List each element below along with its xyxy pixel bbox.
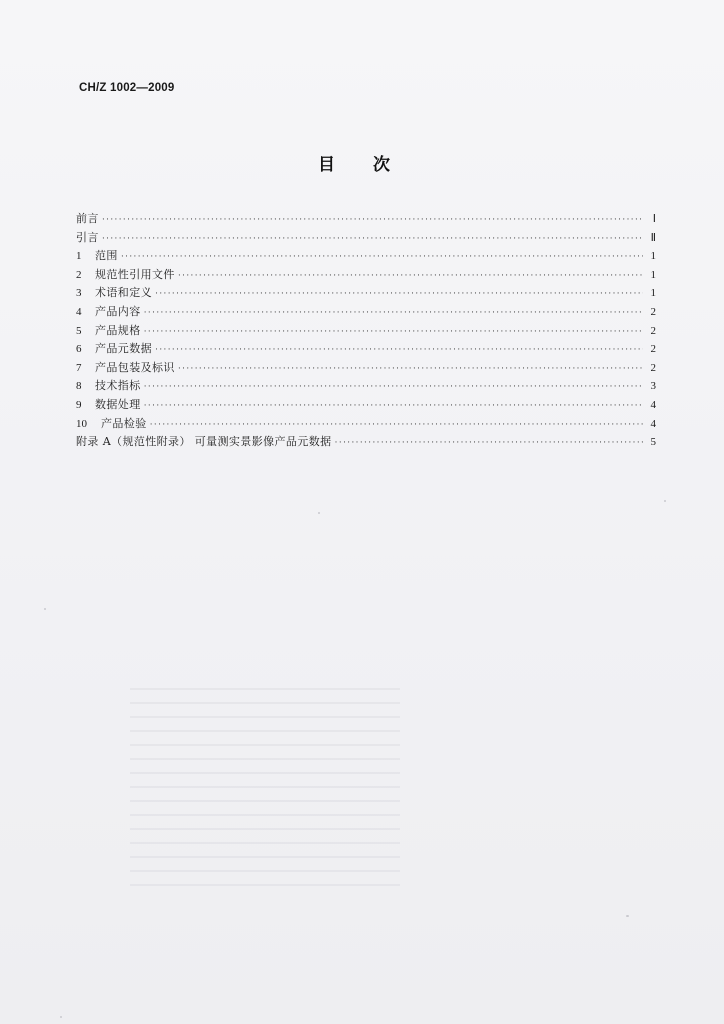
toc-leader-dots (178, 359, 643, 378)
toc-entry[interactable] (76, 284, 656, 303)
toc-entry[interactable] (76, 210, 656, 229)
toc-entry-number: 8 (76, 380, 82, 393)
toc-entry-label: 术语和定义 (95, 286, 152, 300)
toc-entry-number: 4 (76, 305, 82, 318)
toc-leader-dots (144, 322, 643, 341)
toc-entry-page: 2 (650, 324, 656, 337)
toc-leader-dots (121, 247, 643, 266)
toc-title: 目 次 (318, 155, 406, 175)
toc-entry[interactable] (76, 229, 656, 248)
toc-entry[interactable] (76, 359, 656, 378)
toc-entry-page: 1 (650, 268, 656, 281)
standard-code: CH/Z 1002—2009 (79, 82, 175, 94)
toc-entry-page: 2 (650, 343, 656, 356)
toc-entry-page: Ⅱ (650, 231, 656, 244)
toc-entry-number: 7 (76, 361, 82, 374)
toc-entry[interactable] (76, 396, 656, 415)
toc-entry-page: 2 (650, 305, 656, 318)
toc-entry-number: 3 (76, 287, 82, 300)
toc-entry-page: 3 (650, 380, 656, 393)
toc-entry-page: 4 (650, 417, 656, 430)
toc-leader-dots (144, 396, 643, 415)
toc-entry-label: 规范性引用文件 (95, 267, 175, 281)
toc-leader-dots (335, 433, 643, 452)
toc-entry[interactable] (76, 377, 656, 396)
toc-leader-dots (155, 284, 643, 303)
toc-entry[interactable] (76, 433, 656, 452)
toc-entry-page: Ⅰ (652, 213, 656, 225)
toc-entry[interactable] (76, 415, 656, 434)
toc-entry-label: 引言 (76, 230, 99, 244)
toc-entry-page: 4 (650, 398, 656, 411)
toc-entry-label: 数据处理 (95, 397, 141, 411)
toc-entry-number: 5 (76, 324, 82, 337)
toc-entry-label: 产品检验 (101, 416, 147, 430)
toc-entry-number: 9 (76, 398, 82, 411)
toc-entry-label: 产品包装及标识 (95, 360, 175, 374)
toc-leader-dots (150, 415, 643, 434)
toc-entry[interactable] (76, 266, 656, 285)
toc-entry[interactable] (76, 340, 656, 359)
toc-entry[interactable] (76, 303, 656, 322)
toc-entry[interactable] (76, 247, 656, 266)
toc-entry-label: 产品内容 (95, 304, 141, 318)
toc-entry-number: 2 (76, 268, 82, 281)
toc-leader-dots (102, 210, 643, 229)
toc-leader-dots (155, 340, 643, 359)
toc-leader-dots (144, 303, 643, 322)
toc-entry-page: 5 (650, 436, 656, 449)
toc-leader-dots (144, 377, 643, 396)
toc-entry-page: 2 (650, 361, 656, 374)
toc-entry-number: 6 (76, 343, 82, 356)
toc-entry-label: 前言 (76, 212, 99, 225)
toc-entry[interactable] (76, 322, 656, 341)
toc-entry-label: 产品元数据 (95, 342, 152, 356)
toc-leader-dots (102, 229, 643, 248)
toc-entry-label: 技术指标 (95, 379, 141, 393)
toc-entry-label: 附录 A（规范性附录） 可量测实景影像产品元数据 (76, 435, 332, 449)
show-through-imprint (130, 688, 400, 888)
toc-entry-number: 1 (76, 250, 82, 263)
toc-entry-label: 产品规格 (95, 323, 141, 337)
toc-entry-page: 1 (650, 250, 656, 263)
toc-entry-page: 1 (650, 287, 656, 300)
table-of-contents (76, 210, 656, 452)
toc-leader-dots (178, 266, 643, 285)
toc-entry-number: 10 (76, 417, 87, 430)
toc-entry-label: 范围 (95, 249, 118, 263)
